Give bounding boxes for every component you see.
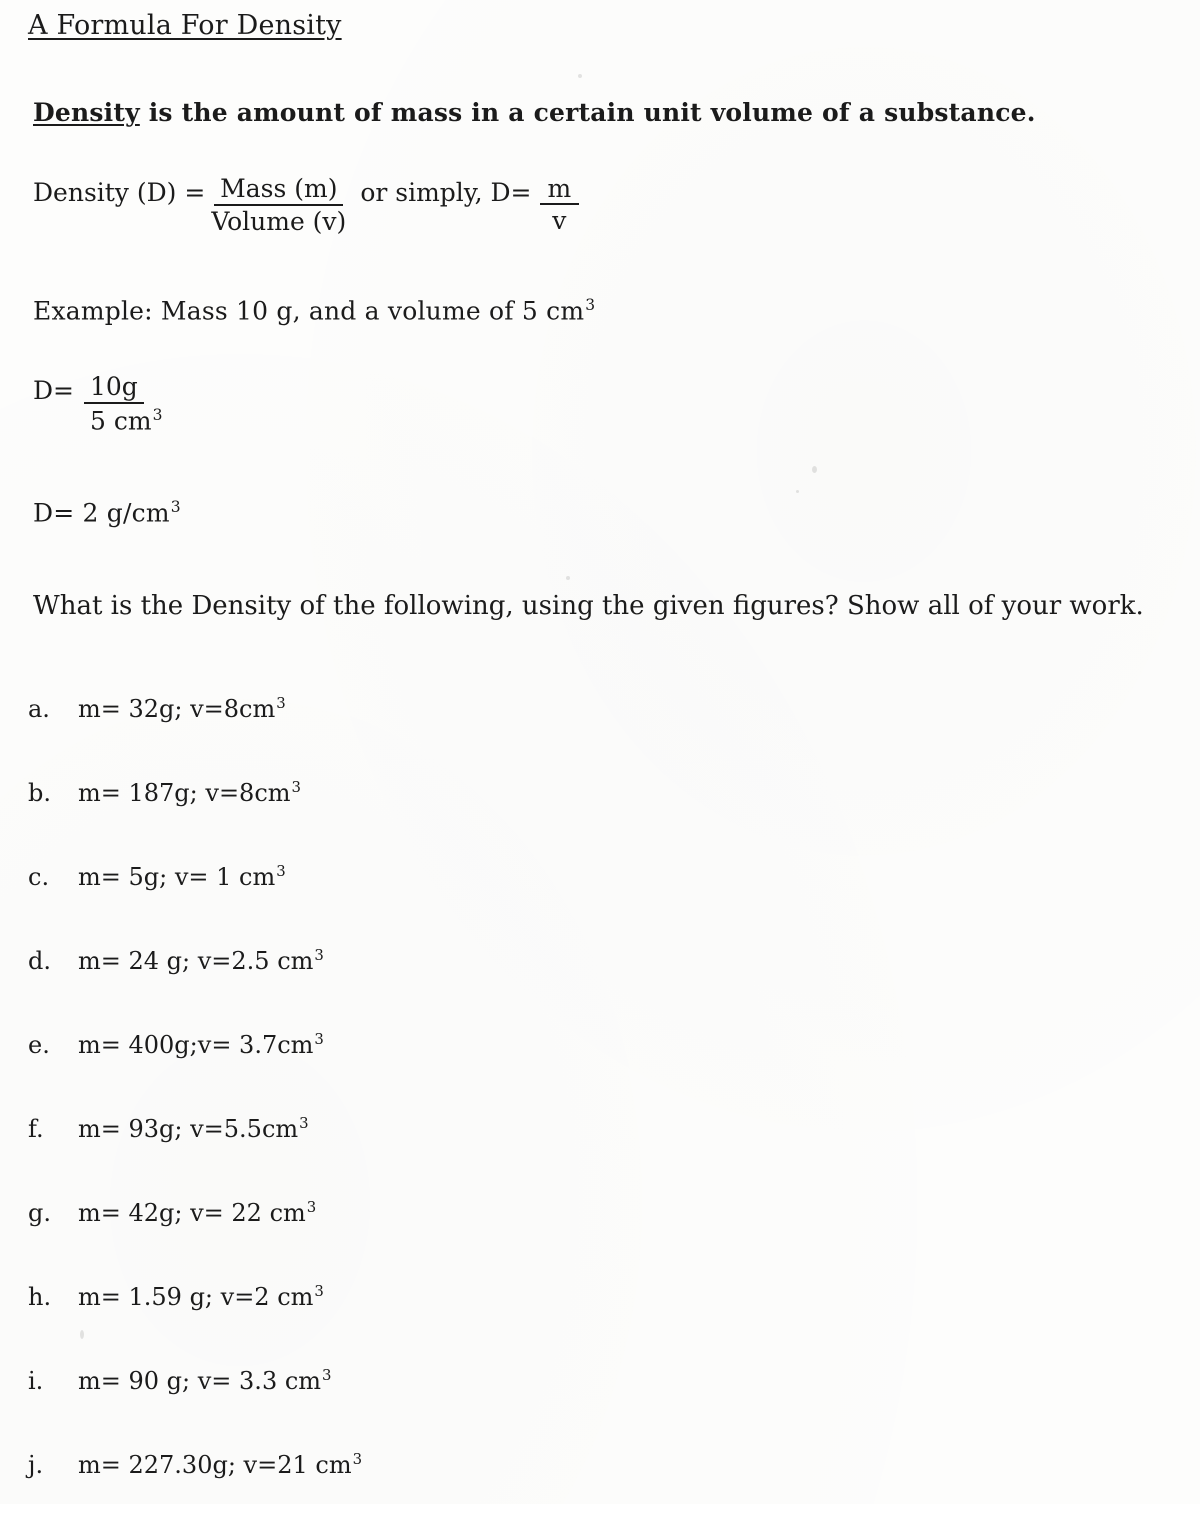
list-item xyxy=(28,694,728,778)
page-title: A Formula For Density xyxy=(28,10,342,41)
problem-exponent: 3 xyxy=(352,1450,363,1468)
problem-exponent: 3 xyxy=(299,1114,309,1132)
problem-label: e. xyxy=(28,1031,50,1059)
problem-exponent: 3 xyxy=(276,694,286,712)
density-formula xyxy=(33,176,585,236)
problem-label: d. xyxy=(28,947,51,975)
worked-denominator-exponent: 3 xyxy=(152,406,163,425)
list-item xyxy=(28,946,728,1030)
worked-fraction xyxy=(84,374,168,435)
problem-label: i. xyxy=(28,1367,44,1395)
instructions-text: What is the Density of the following, using the given figures? Show all of your work. xyxy=(33,591,1144,621)
problem-text: m= 5g; v= 1 cm xyxy=(78,863,276,891)
problem-exponent: 3 xyxy=(306,1198,317,1216)
scan-speck xyxy=(566,576,570,580)
problem-label: h. xyxy=(28,1283,52,1311)
scan-speck xyxy=(796,490,799,493)
worked-result-text: D= 2 g/cm xyxy=(33,498,170,528)
scan-speck xyxy=(556,116,559,119)
problem-text: m= 42g; v= 22 cm xyxy=(78,1199,306,1227)
density-definition-term: Density xyxy=(33,98,140,127)
list-item xyxy=(28,1198,728,1282)
problem-label: b. xyxy=(28,779,51,807)
example-exponent: 3 xyxy=(585,296,596,314)
formula-fraction xyxy=(211,176,346,236)
worked-denominator-text: 5 cm xyxy=(90,406,152,436)
list-item xyxy=(28,1030,728,1114)
list-item xyxy=(28,1114,728,1198)
scan-speck xyxy=(812,466,817,473)
formula-numerator: Mass (m) xyxy=(214,176,343,206)
list-item xyxy=(28,1450,728,1534)
list-item xyxy=(28,1282,728,1366)
problem-exponent: 3 xyxy=(314,946,324,964)
list-item xyxy=(28,862,728,946)
problem-text: m= 24 g; v=2.5 cm xyxy=(78,947,314,975)
problem-exponent: 3 xyxy=(314,1282,324,1300)
scan-speck xyxy=(578,74,582,78)
problem-label: a. xyxy=(28,695,50,723)
problem-label: j. xyxy=(28,1451,44,1479)
problem-list xyxy=(28,694,728,1534)
list-item xyxy=(28,1366,728,1450)
example-statement xyxy=(33,296,595,325)
formula-simple-numerator: m xyxy=(540,176,580,205)
worked-example-result xyxy=(33,498,181,527)
worked-result-exponent: 3 xyxy=(170,498,181,516)
density-definition xyxy=(33,98,1036,127)
problem-exponent: 3 xyxy=(322,1366,332,1384)
worked-numerator: 10g xyxy=(84,374,144,404)
problem-text: m= 227.30g; v=21 cm xyxy=(78,1451,352,1479)
problem-label: c. xyxy=(28,863,50,891)
problem-label: g. xyxy=(28,1199,51,1227)
problem-text: m= 93g; v=5.5cm xyxy=(78,1115,299,1143)
problem-label: f. xyxy=(28,1115,44,1143)
problem-text: m= 1.59 g; v=2 cm xyxy=(78,1283,314,1311)
worked-denominator xyxy=(84,404,168,435)
problem-text: m= 90 g; v= 3.3 cm xyxy=(78,1367,322,1395)
problem-exponent: 3 xyxy=(314,1030,324,1048)
formula-simple-fraction xyxy=(540,176,580,235)
problem-text: m= 187g; v=8cm xyxy=(78,779,291,807)
formula-lead: Density (D) = xyxy=(33,178,206,207)
formula-tail: or simply, D= xyxy=(360,178,532,207)
problem-text: m= 32g; v=8cm xyxy=(78,695,276,723)
scan-speck xyxy=(80,1330,84,1339)
formula-denominator: Volume (v) xyxy=(211,207,347,237)
problem-text: m= 400g;v= 3.7cm xyxy=(78,1031,314,1059)
formula-simple-denominator: v xyxy=(552,206,567,236)
worked-lead: D= xyxy=(33,376,74,405)
list-item xyxy=(28,778,728,862)
worked-example-fraction xyxy=(33,374,168,435)
example-text: Example: Mass 10 g, and a volume of 5 cm xyxy=(33,296,585,326)
problem-exponent: 3 xyxy=(276,862,286,880)
density-definition-rest: is the amount of mass in a certain unit volume of a substance. xyxy=(139,98,1036,127)
problem-exponent: 3 xyxy=(291,778,301,796)
